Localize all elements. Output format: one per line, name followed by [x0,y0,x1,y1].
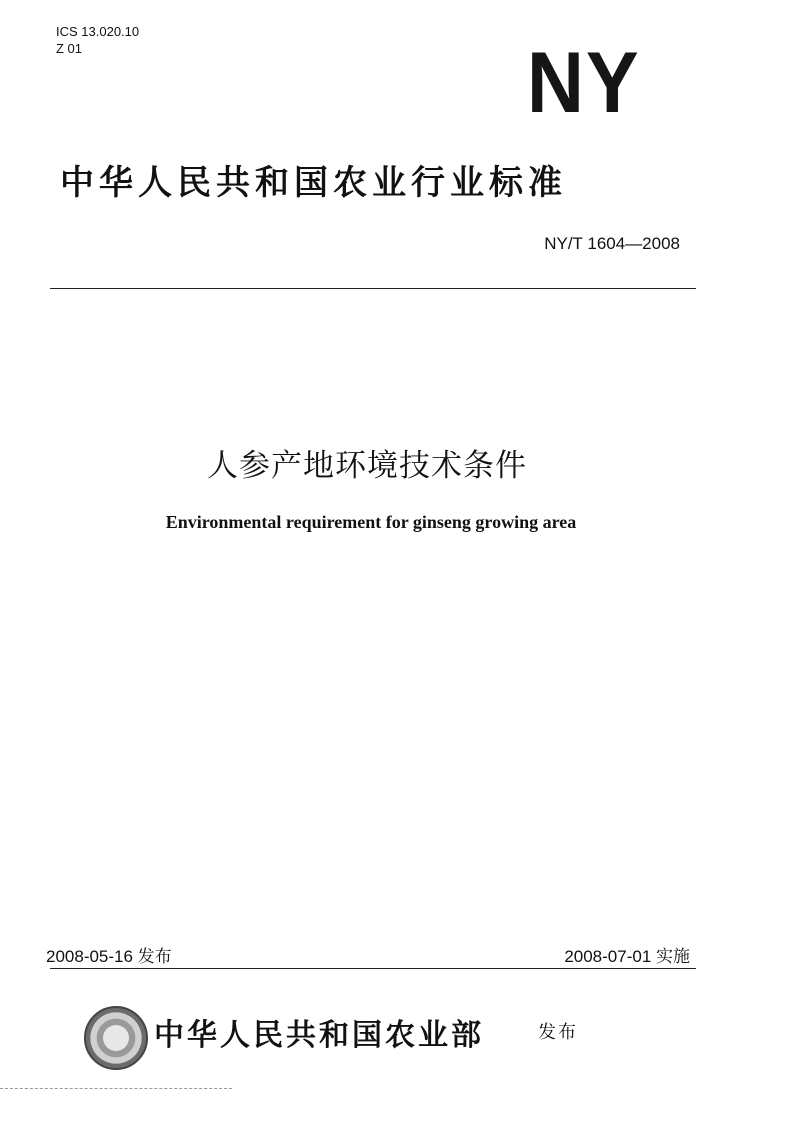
document-title-cn-text: 人参产地环境技术条件 [207,448,527,484]
standard-category-title: 中华人民共和国农业行业标准 [60,163,567,203]
document-title-en-text: Environmental requirement for ginseng growing area [165,512,577,532]
issuing-label: 发布 [538,1022,578,1043]
standard-number: NY/T 1604—2008 [544,234,680,253]
issue-date: 2008-05-16 发布 [46,947,172,966]
ny-logo: NY [526,35,640,131]
ccs-code: Z 01 [56,41,83,56]
document-title-cn [0,440,794,485]
ics-code: ICS 13.020.10 [56,24,140,39]
ministry-seal-icon [84,1006,148,1070]
bottom-divider [50,968,696,969]
implementation-date: 2008-07-01 实施 [564,947,690,966]
top-divider [50,288,696,289]
footer-dashed-rule [0,1088,232,1089]
issuing-ministry: 中华人民共和国农业部 [154,1018,484,1053]
document-title-en [0,512,794,533]
